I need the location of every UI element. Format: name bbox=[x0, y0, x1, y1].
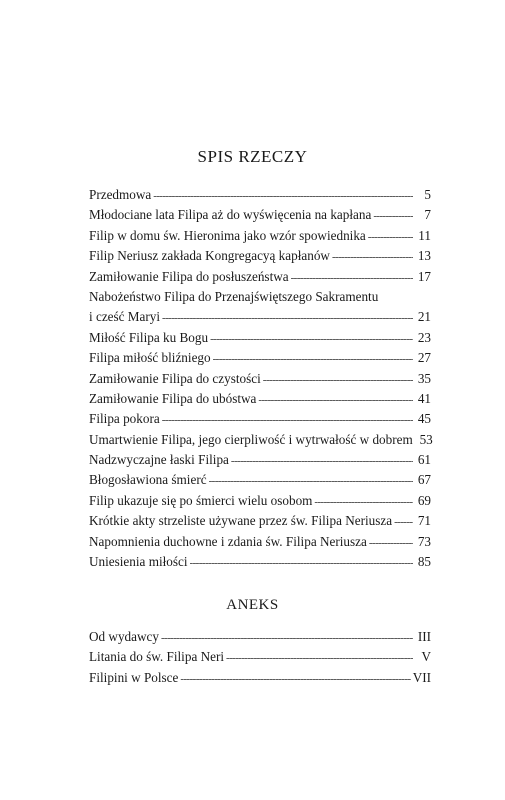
toc-entry bbox=[89, 409, 431, 429]
toc-entry bbox=[89, 348, 431, 368]
toc-entry bbox=[89, 450, 431, 470]
page-title: SPIS RZECZY bbox=[197, 147, 308, 166]
toc-entry-page: 5 bbox=[424, 187, 431, 202]
toc-entry-title: Filipa pokora bbox=[89, 411, 160, 427]
toc-entry-title: Filip w domu św. Hieronima jako wzór spowiednika bbox=[89, 227, 366, 243]
toc-entry bbox=[89, 226, 431, 246]
toc-entry-page: 69 bbox=[417, 492, 431, 508]
leader-dots bbox=[180, 669, 410, 689]
leader-dots bbox=[162, 410, 413, 430]
toc-entry-page: III bbox=[417, 629, 431, 644]
toc-entry bbox=[89, 627, 431, 647]
leader-dots bbox=[190, 553, 413, 573]
toc-entry bbox=[89, 647, 431, 667]
toc-entry-title-continued: i cześć Maryi bbox=[89, 309, 161, 325]
leader-dots bbox=[394, 512, 413, 532]
toc-entry bbox=[89, 532, 431, 552]
toc-entry-page: 85 bbox=[417, 554, 431, 570]
toc-entry-page: 61 bbox=[417, 452, 431, 468]
leader-dots bbox=[314, 492, 413, 512]
leader-dots bbox=[373, 206, 413, 226]
toc-entry-page: 67 bbox=[417, 472, 431, 488]
toc-entry-title: Miłość Filipa ku Bogu bbox=[89, 329, 209, 345]
toc-entry-page: 21 bbox=[417, 309, 431, 325]
leader-dots bbox=[231, 451, 413, 471]
toc-entry-title: Od wydawcy bbox=[89, 629, 159, 644]
toc-entry bbox=[89, 470, 431, 490]
toc-entry-title: Filipini w Polsce bbox=[89, 669, 179, 685]
toc-entry-title: Filip Neriusz zakłada Kongregacyą kapłanów bbox=[89, 248, 330, 264]
toc-entry-page: VII bbox=[412, 669, 431, 685]
leader-dots bbox=[213, 349, 413, 369]
toc-entry-title: Filip ukazuje się po śmierci wielu osobom bbox=[89, 492, 313, 508]
toc-entry-page: 53 bbox=[419, 431, 433, 447]
toc-entry bbox=[89, 307, 431, 327]
toc-entry-title: Napomnienia duchowne i zdania św. Filipa Neriusza bbox=[89, 533, 367, 549]
toc-entry-title: Nabożeństwo Filipa do Przenajświętszego Sakramentu bbox=[89, 288, 379, 304]
leader-dots bbox=[210, 329, 413, 349]
toc-entry bbox=[89, 668, 431, 688]
toc-entry-page: V bbox=[421, 649, 431, 665]
toc-entry bbox=[89, 246, 431, 266]
leader-dots bbox=[226, 648, 413, 668]
toc-entry-title: Uniesienia miłości bbox=[89, 554, 188, 570]
toc-entry bbox=[89, 491, 431, 511]
toc-entry bbox=[89, 205, 431, 225]
annex-title: ANEKS bbox=[226, 597, 279, 613]
toc-entry-page: 73 bbox=[417, 533, 431, 549]
leader-dots bbox=[162, 308, 413, 328]
toc-entry-page: 41 bbox=[417, 390, 431, 406]
leader-dots bbox=[369, 533, 413, 553]
toc-entry bbox=[89, 552, 431, 572]
toc-entry-page: 17 bbox=[417, 268, 431, 284]
toc-entry-title: Zamiłowanie Filipa do czystości bbox=[89, 370, 261, 386]
leader-dots bbox=[263, 370, 413, 390]
leader-dots bbox=[291, 268, 413, 288]
toc-entry bbox=[89, 369, 431, 389]
toc-entry-title: Przedmowa bbox=[89, 187, 152, 202]
toc-entry bbox=[89, 430, 431, 450]
toc-entry-page: 71 bbox=[417, 513, 431, 529]
toc-entry bbox=[89, 389, 431, 409]
toc-entry bbox=[89, 328, 431, 348]
toc-entry-page: 11 bbox=[418, 227, 431, 243]
toc-entry-title: Zamiłowanie Filipa do ubóstwa bbox=[89, 390, 257, 406]
toc-entry bbox=[89, 185, 431, 205]
table-of-contents bbox=[89, 185, 431, 572]
toc-entry-title: Młodociane lata Filipa aż do wyświęcenia na kapłana bbox=[89, 207, 372, 223]
toc-entry-page: 7 bbox=[424, 207, 431, 223]
leader-dots bbox=[368, 227, 413, 247]
toc-entry-first-line bbox=[89, 287, 431, 307]
annex-contents bbox=[89, 627, 431, 688]
leader-dots bbox=[161, 628, 413, 648]
toc-entry-page: 35 bbox=[417, 370, 431, 386]
leader-dots bbox=[332, 247, 413, 267]
toc-entry-page: 13 bbox=[417, 248, 431, 264]
toc-entry-title: Litania do św. Filipa Neri bbox=[89, 649, 225, 665]
toc-entry-title: Krótkie akty strzeliste używane przez św. Filipa Neriusza bbox=[89, 513, 393, 529]
toc-entry bbox=[89, 267, 431, 287]
leader-dots bbox=[209, 471, 413, 491]
toc-entry-title: Błogosławiona śmierć bbox=[89, 472, 207, 488]
toc-entry-title: Umartwienie Filipa, jego cierpliwość i wytrwałość w dobrem bbox=[89, 431, 413, 447]
toc-entry-title: Filipa miłość bliźniego bbox=[89, 350, 211, 366]
toc-entry-title: Zamiłowanie Filipa do posłuszeństwa bbox=[89, 268, 289, 284]
toc-entry-page: 27 bbox=[417, 350, 431, 366]
leader-dots bbox=[258, 390, 413, 410]
toc-entry-page: 23 bbox=[417, 329, 431, 345]
leader-dots bbox=[153, 186, 413, 206]
toc-entry-title: Nadzwyczajne łaski Filipa bbox=[89, 452, 229, 468]
toc-entry-page: 45 bbox=[417, 411, 431, 427]
toc-entry bbox=[89, 511, 431, 531]
